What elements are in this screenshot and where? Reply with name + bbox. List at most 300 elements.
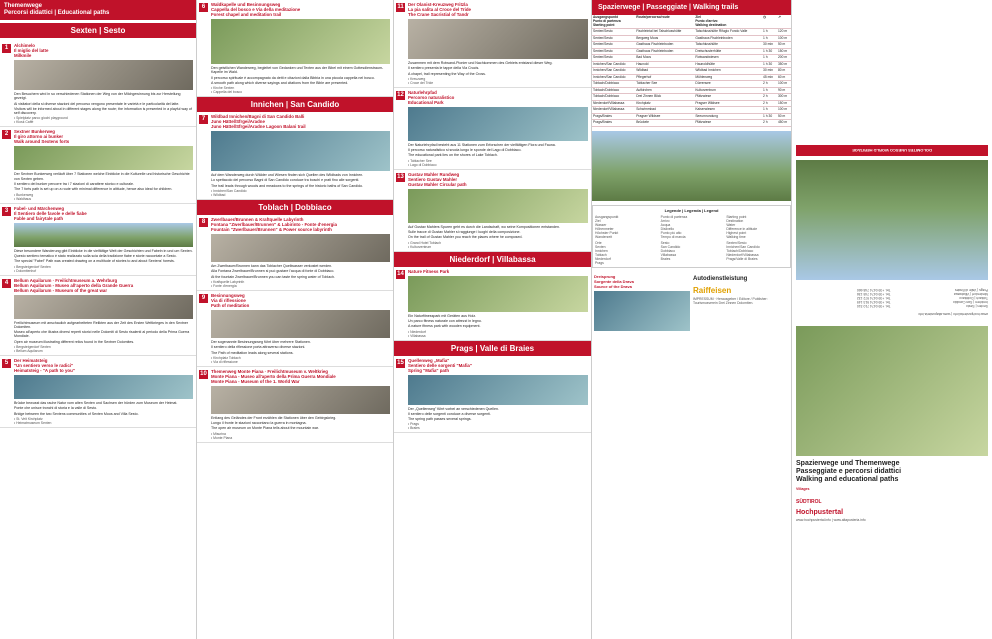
trail-footnote: • St. Veit Kirchplatz: [14, 416, 43, 421]
dolomites-photo: [592, 131, 791, 201]
orte-item: Prags: [595, 260, 604, 265]
cover-top-rotated: [792, 0, 992, 320]
trail-paragraph: Questo sentiero tematico è stato realizzato sulla scia della tradizione fiabe e storie raccontate a Sesto.: [14, 253, 177, 258]
trail-paragraph: Alla Fontana Zwerlbauer/Brunnen si può gustare l'acqua di fonte di Dobbiaco.: [211, 269, 335, 274]
cover-place: Toblach | Dobbiaco: [959, 296, 988, 300]
cover-phone: Tel. +39 0474 710 310: [856, 304, 891, 308]
panel-innichen-toblach: [197, 0, 394, 639]
table-cell: Gasthaus Fischleinboden: [694, 35, 762, 42]
trail-paragraph: Zusammen mit dem Rotwand-Pionier und Nachkommen des Gebiets entstand dieser Weg.: [408, 61, 553, 65]
panel2-trails-top: [197, 0, 393, 97]
trail-footnote: • Kulturzentrum: [408, 244, 432, 249]
trail-title: Fabel- und Märchenweg Il Sentiero delle favole e delle fiabe Fable and fairytale path: [14, 205, 87, 221]
orte-item: Sexten: [595, 244, 606, 249]
table-cell: 2 h: [762, 120, 777, 127]
trail-photo: [14, 146, 193, 170]
trail-paragraph: Entlang des Geländes der Front erzählen die Stationen über den Gebirgskrieg.: [211, 415, 337, 420]
table-cell: 1 h: [762, 35, 777, 42]
table-cell: 100 m: [777, 107, 791, 114]
panel-sexten: [0, 0, 197, 639]
trail-block: [197, 112, 393, 200]
trail-number: 6: [199, 3, 208, 12]
panel3-trail-gustav: [394, 170, 591, 252]
trail-footnote: • Niederdorf: [408, 329, 426, 334]
trail-paragraph: Ponte che unisce tronchi di storia e la valle di Sesto.: [14, 406, 98, 411]
trail-block: [394, 267, 591, 341]
table-cell: Rotwandwiesen: [694, 55, 762, 62]
section-toblach: Toblach | Dobbiaco: [197, 200, 393, 215]
table-cell: 450 m: [777, 120, 791, 127]
trail-number: 3: [2, 207, 11, 216]
trail-paragraph: The open air museum on Monte Piana tells about the mountain war.: [211, 426, 319, 431]
orte-item: Niederdorf: [595, 256, 611, 261]
table-cell: Sexten/Sesto: [592, 29, 635, 36]
panel1-header-de: Themenwege: [4, 3, 43, 9]
trail-title: Quellenweg „Mafia" Sentiero delle sorgenti "Mafia" Spring "Mafia" path: [408, 357, 472, 373]
table-cell: 1 h 30: [762, 48, 777, 55]
trail-text: [14, 321, 193, 344]
trail-paragraph: Am Zwerlbauer/Brunnen kann das Toblacher Quellwasser verkostet werden.: [211, 264, 333, 269]
table-cell: 45 min: [762, 74, 777, 81]
table-cell: 50 m: [777, 42, 791, 49]
trail-text: [408, 225, 588, 240]
table-cell: Aufkirchen: [635, 87, 694, 94]
legend-paesi: [661, 241, 723, 265]
trail-photo: [408, 189, 588, 223]
panel3-trail-15: [394, 356, 591, 434]
section-prags: Prags | Valle di Braies: [394, 341, 591, 356]
table-cell: 90 m: [777, 87, 791, 94]
table-cell: Bad Moos: [635, 55, 694, 62]
table-cell: Seeumrundung: [694, 113, 762, 120]
table-cell: Wildbad: [635, 68, 694, 75]
panel1-trails: [0, 41, 196, 428]
trail-paragraph: Den geistlichen Wanderweg, begleitet von Gedanken und Texten aus der Bibel mit einem Gottesdienstraum-Kapelle im Wald.: [211, 66, 384, 75]
trail-photo: [14, 223, 193, 247]
trail-text: [211, 173, 390, 188]
trail-text: [408, 61, 588, 76]
table-cell: Prags/Braies: [592, 113, 635, 120]
panel-cover: [792, 0, 992, 639]
trail-paragraph: Bridge between the two Sextens communities of Sexten Moos and Villa Sesto.: [14, 411, 139, 416]
table-cell: 50 m: [777, 113, 791, 120]
table-cell: Wildbad Innichen: [694, 68, 762, 75]
legend-item: Ausgangspunkt: [595, 214, 619, 219]
trail-paragraph: Ai visitatori della si diverse stazioni del percorso vengono presentate le varietà e le particolarità del latte.: [14, 101, 180, 106]
trail-paragraph: Un parco fitness naturale con attrezzi in legno.: [408, 318, 482, 323]
trail-footnote: • Cappella del bosco: [211, 90, 242, 95]
trail-title: Themenweg Monte Piana · Freilichtmuseum v. Weltkrieg Monte Piana - Museo all'aperto della Prima Guerra Mondiale Monte Piana - Museum of the 1. World War: [211, 368, 336, 384]
trail-text: [408, 314, 588, 329]
table-cell: 1 h: [762, 107, 777, 114]
legend-item: Starting point: [726, 214, 747, 219]
table-cell: 350 m: [777, 61, 791, 68]
walking-trails-table: [592, 15, 791, 127]
trail-paragraph: Der sogenannte Besinnungsweg führt über mehrere Stationen.: [211, 339, 311, 344]
legend-item: Walking time: [726, 234, 746, 239]
panel-walking-trails: [592, 0, 792, 639]
table-cell: Drei Zinnen Blick: [635, 94, 694, 101]
trail-number: 9: [199, 294, 208, 303]
trail-photo: [211, 131, 390, 171]
legend-item: Punto più alto: [660, 230, 682, 235]
trail-paragraph: At the fountain Zwerlbauer/Brunnen you can taste the spring water of Toblach.: [211, 274, 335, 279]
trail-block: [0, 276, 196, 356]
panel3-trails-top: [394, 0, 591, 88]
trail-number: 10: [200, 370, 207, 377]
legend-item: Wanderzeit: [595, 234, 613, 239]
cover-phones: [796, 288, 891, 308]
table-cell: 150 m: [777, 100, 791, 107]
table-cell: Sexten/Sesto: [592, 55, 635, 62]
trail-paragraph: Museo all'aperto che illustra diversi reperti storici nelle Dolomiti di Sesto risalenti al periodo della Prima Guerra Mondiale.: [14, 330, 190, 339]
trail-footnote: • Bergsteigerdorf Sexten: [14, 264, 51, 269]
table-cell: Sexten/Sesto: [592, 35, 635, 42]
orte-title: Orte: [595, 240, 602, 245]
orte-item: Innichen: [595, 248, 608, 253]
sponsor-raiffeisen: Raiffeisen: [693, 285, 732, 295]
trail-text: [211, 66, 390, 85]
cover-web-top: www.hochpustertal.info | www.altapusteria.info: [918, 312, 988, 316]
trail-footnote: • Croce del Tride: [408, 80, 434, 85]
trail-footnote: • Braies: [408, 426, 420, 431]
trail-paragraph: A smooth path along which diverse sayings and citations from the Bible are presented.: [211, 80, 349, 85]
table-cell: Niederdorf/Villabassa: [592, 107, 635, 114]
cover-place: Niederdorf | Villabassa: [954, 292, 988, 296]
trail-text: [14, 92, 193, 115]
trail-number: 2: [2, 130, 11, 139]
cover-hikers-photo: [796, 326, 988, 456]
trail-text: [14, 401, 193, 416]
panel3-trail-14: [394, 267, 591, 341]
legend-villages: [726, 241, 788, 265]
trail-paragraph: The spring path passes several springs.: [408, 417, 472, 422]
trail-photo: [408, 107, 588, 141]
trail-paragraph: Lo spettacolo del percorso Bagni di San Candido conduce tra boschi e prati fino alle sorgenti.: [211, 178, 360, 183]
sponsor-autodienst: Autodienstleistung: [693, 275, 748, 282]
trail-paragraph: Il sentiero dei bunker percorre tra i 7 stazioni di carattere storico e culturale.: [14, 182, 135, 187]
cover-phone: Tel. +39 0474 748 660: [856, 288, 891, 292]
cover-phone: Tel. +39 0474 913 149: [856, 300, 891, 304]
table-cell: Schwimmbad: [635, 107, 694, 114]
trail-number: 5: [2, 359, 11, 368]
trail-paragraph: Lungo il fronte le stazioni raccontano la guerra in montagna.: [211, 421, 307, 426]
panel-toblach-niederdorf-prags: [394, 0, 592, 639]
trail-footnote: • Wildbad: [211, 193, 226, 198]
legend-item: Ziel: [595, 218, 601, 223]
trail-paragraph: Freilichtmuseum mit anschaulich aufgearbeiteten Relikten aus der Zeit des Ersten Weltkrieges in den Sextner Dolomiten.: [14, 320, 189, 329]
trail-photo: [211, 310, 390, 338]
table-cell: 300 m: [777, 94, 791, 101]
col-start: Ausgangspunkt Punto di partenza Starting point: [592, 15, 635, 29]
panel2-trails-bottom: [197, 215, 393, 443]
trail-photo: [211, 234, 390, 262]
trail-photo: [14, 375, 193, 399]
table-cell: Innichen/San Candido: [592, 68, 635, 75]
trail-footnote: • Misurina: [211, 431, 226, 436]
table-cell: Toblacher See: [635, 81, 694, 88]
trail-text: [211, 340, 390, 355]
legend-it: [661, 215, 723, 239]
trail-number: 14: [397, 270, 404, 277]
trail-paragraph: Auf Gustav Mahlers Spuren geht es durch die Landschaft, wo seine Kompositionen entstanden.: [408, 224, 561, 229]
trail-block: [0, 127, 196, 203]
trail-text: [211, 264, 390, 279]
cover-phone: Tel. +39 0474 745 136: [856, 292, 891, 296]
trail-paragraph: The educational park lies on the shores of Lake Toblach.: [408, 153, 498, 158]
trail-block: [394, 88, 591, 170]
trail-block: [394, 356, 591, 434]
village-item: Toblach/Dobbiaco: [726, 248, 754, 253]
table-cell: 100 m: [777, 81, 791, 88]
cover-bottom: [792, 320, 992, 526]
trail-paragraph: The 7 forts path is set up on a route with minimal difference in altitude, hence also ideal for children.: [14, 187, 173, 192]
sudtirol-logo: SÜDTIROL: [796, 499, 822, 505]
table-cell: Innichen/San Candido: [592, 74, 635, 81]
table-cell: Brückele: [635, 120, 694, 127]
trail-footnote: • Spielplatz parco giochi playground: [14, 116, 68, 121]
legend-item: Höchster Punkt: [595, 230, 619, 235]
trail-footnote: • Dolomitenhof: [14, 268, 37, 273]
unesco-band: DOLOMITES UNESCO WORLD HERITAGE: [796, 145, 988, 156]
legend-item: Punto di partenza: [660, 214, 688, 219]
table-cell: Dürrensee: [694, 81, 762, 88]
trail-footnote: • Monte Piana: [211, 435, 233, 440]
table-cell: 2 h: [762, 94, 777, 101]
table-cell: Haunold: [635, 61, 694, 68]
table-cell: Toblach/Dobbiaco: [592, 94, 635, 101]
trail-paragraph: Il percorso spirituale è accompagnato da detti e citazioni dalla Bibbia in una piccola cappella nel bosco.: [211, 75, 375, 80]
trail-photo: [14, 295, 193, 319]
table-cell: 2 h: [762, 100, 777, 107]
trail-block: [394, 170, 591, 252]
trail-number: 7: [199, 115, 208, 124]
table-cell: Plätzwiese: [694, 120, 762, 127]
trail-number: 1: [2, 44, 11, 53]
legend-item: Water: [726, 222, 736, 227]
trail-footnote: • Via di riflessione: [211, 359, 238, 364]
col-dest: Ziel Punto d'arrivo Walking destination: [694, 15, 762, 29]
trail-title: Der Olanist-Kreuzweg Fritzla La pia salita al Croce del Tride The Crane Sacristial of Tandr: [408, 2, 471, 17]
trail-paragraph: The Path of meditation leads along several stations.: [211, 350, 294, 355]
trail-footnote: • Bellum Aquilarum: [14, 349, 43, 354]
trail-footnote: • Prags: [408, 422, 419, 427]
trail-block: [197, 367, 393, 443]
trail-footnote: • Toblacher See: [408, 158, 432, 163]
table-cell: Kulturzentrum: [694, 87, 762, 94]
trail-text: [14, 172, 193, 191]
section-niederdorf: Niederdorf | Villabassa: [394, 252, 591, 267]
table-cell: Pragser Wildsee: [635, 113, 694, 120]
legend-title: Legende | Legenda | Legend: [664, 207, 719, 213]
trail-title: Wildbad Innichen/Bagni di San Candido Balli Juno Hättel/Sfrgei/Aradne Juno Hättel/Sfrgei/Aradne Lagoon Balani trail: [211, 114, 306, 130]
orte-item: Toblach: [595, 252, 607, 257]
village-item: Sexten/Sesto: [726, 240, 747, 245]
table-cell: 30 min: [762, 42, 777, 49]
village-item: Prags/Valle di Braies: [726, 256, 758, 261]
trail-photo: [408, 19, 588, 59]
legend-item: Highest point: [726, 230, 747, 235]
drava-spring-title: Dreisprung Sorgente della Drava Source of the Drava: [594, 273, 634, 289]
trail-footnote: • Grand Hotel Toblach: [408, 240, 441, 245]
cover-place: Prags | Valle di Braies: [954, 288, 988, 292]
trail-photo: [14, 60, 193, 90]
table-cell: 120 m: [777, 29, 791, 36]
trail-footnote: • Kreuzweg: [408, 76, 426, 81]
trail-title: Nature Fitness Park: [408, 268, 450, 274]
walking-trails-title: Spazierwege | Passeggiate | Walking trails: [592, 0, 791, 15]
trail-block: [0, 356, 196, 428]
trail-paragraph: A chapel, trail representing the Way of the Cross.: [408, 71, 486, 76]
table-cell: Sexten/Sesto: [592, 48, 635, 55]
trail-block: [197, 0, 393, 97]
trail-footnote: • Fonte d'energia: [211, 283, 237, 288]
table-cell: Talschlusshütte Rifugio Fondo Valle: [694, 29, 762, 36]
table-cell: Gasthaus Fischleinboden: [635, 42, 694, 49]
section-sexten: Sexten | Sesto: [0, 23, 196, 38]
table-cell: Mühlenweg: [694, 74, 762, 81]
trail-title: Alchimelo Il miglio del latte Milkmile: [14, 43, 49, 58]
cover-title: Spazierwege und Themenwege Passeggiate e percorsi didattici Walking and educational paths: [796, 460, 902, 483]
trail-paragraph: Der „Quellenweg" führt vorbei an verschiedenen Quellen.: [408, 406, 499, 411]
trail-paragraph: On the trail of Gustav Mahler you reach the places where he composed.: [408, 235, 523, 240]
legend-en: [726, 215, 788, 239]
paesi-item: Braies: [660, 256, 671, 261]
trail-paragraph: Brücke bewusst das rauhe Natur vom alten Sexten und Sachsen der hürden zum Museum der Heimat.: [14, 401, 178, 406]
trail-footnote: • Kiosk Caffè: [14, 120, 34, 125]
trail-block: [197, 215, 393, 291]
col-time-icon: ◷: [762, 15, 777, 29]
trail-number: 11: [397, 4, 404, 10]
table-cell: Gasthaus Fischleinboden: [635, 48, 694, 55]
table-cell: Kaiserwiesen: [694, 107, 762, 114]
cover-places: [894, 288, 989, 308]
trail-title: Gustav Mahler Rundweg Sentiero Gustav Mahler Gustav Mahler Circular path: [408, 171, 467, 187]
cover-phone: Tel. +39 0474 972 132: [856, 296, 891, 300]
table-cell: Sexten/Sesto: [592, 42, 635, 49]
villages-title: Villages: [796, 487, 810, 491]
table-cell: Toblach/Dobbiaco: [592, 87, 635, 94]
trail-footnote: • Heimatmuseum Sexten: [14, 420, 52, 425]
trail-block: [0, 204, 196, 276]
table-cell: Pragser Wildsee: [694, 100, 762, 107]
table-header-row: [592, 15, 791, 29]
table-cell: Talschlusshütte: [694, 42, 762, 49]
table-cell: Prags/Braies: [592, 120, 635, 127]
trail-paragraph: The trail leads through woods and meadows to the springs of the historic baths of San Candido.: [211, 183, 364, 188]
trail-text: [408, 143, 588, 158]
trail-paragraph: Il sentiero presenta le tappe della Via Crucis.: [408, 66, 480, 71]
cover-web-bottom: www.hochpustertal.info | www.altapusteria.info: [796, 518, 866, 522]
paesi-item: Sesto: [660, 240, 670, 245]
table-cell: Bergweg Moos: [635, 35, 694, 42]
trail-footnote: • Bergsteigerdorf Sexten: [14, 345, 51, 350]
legend-item: Wasser: [595, 222, 607, 227]
table-cell: 2 h: [762, 81, 777, 88]
legend-item: Tempo di marcia: [660, 234, 686, 239]
trail-paragraph: Den Besuchern wird in so verschiedenen Stationen der Weg von der Milchgewinnung bis zur Herstellung gezeigt.: [14, 92, 181, 101]
panel1-header: [0, 0, 196, 20]
panel2-trails-mid: [197, 112, 393, 200]
trail-number: 15: [397, 359, 404, 366]
paesi-item: Villabassa: [660, 252, 677, 257]
table-cell: Pflegerhof: [635, 74, 694, 81]
table-cell: 150 m: [777, 48, 791, 55]
panel1-header-it: Percorsi didattici | Educational paths: [4, 10, 110, 16]
legend-item: Acqua: [660, 222, 671, 227]
trail-paragraph: Open air museum illustrating different relics found in the Sextner Dolomites.: [14, 339, 135, 344]
trail-paragraph: A nature fitness park with wooden equipment.: [408, 324, 481, 329]
trail-paragraph: Il sentiero delle sorgenti conduce a diverse sorgenti.: [408, 411, 491, 416]
table-cell: 1 h 30: [762, 61, 777, 68]
table-cell: 200 m: [777, 55, 791, 62]
trail-block: [394, 0, 591, 88]
trail-photo: [408, 375, 588, 405]
trail-photo: [211, 386, 390, 414]
trail-paragraph: Der Sextner Bunkerweg verläuft über 7 Stationen welche Einblicke in die Kulturelle und historische Geschichte von Sexten geben.: [14, 172, 190, 181]
trail-number: 13: [397, 173, 404, 180]
col-route: Route/percorso/route: [635, 15, 694, 29]
table-cell: 30 min: [762, 68, 777, 75]
trail-number: 8: [199, 218, 208, 227]
hochpustertal-brand: Hochpustertal: [796, 509, 844, 516]
trail-block: [197, 291, 393, 367]
trail-text: [14, 249, 193, 264]
trail-title: Besinnungsweg Via di riflessione Path of meditation: [211, 292, 250, 308]
trail-title: Bellum Aquilarum · Freilichtmuseum a. Wehrburg Bellum Aquilarum - Museo all'aperto della Grande Guerra Bellum Aquilarum - Museum of the great war: [14, 277, 134, 293]
table-cell: 1 h 30: [762, 113, 777, 120]
trail-paragraph: Ein Naturfitnesspark mit Geräten aus Holz.: [408, 313, 477, 318]
trail-paragraph: Il sentiero della riflessione porta attraverso diverse stazioni.: [211, 345, 306, 350]
trail-title: Waldkapelle und Besinnungsweg Cappella del bosco e Via della meditazione Forest chapel and meditation trail: [211, 2, 301, 17]
trail-text: [211, 416, 390, 431]
trail-title: Zwerlbauer/Brunnen & Kraftquelle Labyrinth Fontana "Zwerlbauer/Brunnen" & Labirinto - Fonte d'energia Fountain "Zwerlbauer/Brunnen" & Power source labyrinth: [211, 217, 337, 233]
cover-place: Innichen | San Candido: [952, 300, 988, 304]
legend-item: Dislivello: [660, 226, 675, 231]
legend-item: Arrivo: [660, 218, 670, 223]
legend-item: Destination: [726, 218, 744, 223]
trail-number: 4: [2, 279, 11, 288]
trail-footnote: • Lago di Dobbiaco: [408, 162, 437, 167]
trail-paragraph: Sulle tracce di Gustav Mahler si raggiunge i luoghi della composizione.: [408, 230, 521, 235]
table-cell: Haunoldhütte: [694, 61, 762, 68]
table-cell: Fischleintal bei Talschlusshütte: [635, 29, 694, 36]
table-cell: Niederdorf/Villabassa: [592, 100, 635, 107]
legend-orte: [595, 241, 657, 265]
village-item: Innichen/San Candido: [726, 244, 760, 249]
trail-paragraph: Visitors will be informed about in different stages along the route; the information is presented in a playful way of self discovery.: [14, 106, 192, 116]
table-cell: 60 m: [777, 74, 791, 81]
table-cell: 1 h: [762, 55, 777, 62]
table-cell: Kirchplatz: [635, 100, 694, 107]
drava-photo: [594, 291, 690, 331]
trail-paragraph: Auf dem Wanderweg durch Wälder und Wiesen finden sich Quellen des Wildbads von Innichen.: [211, 173, 364, 178]
table-row: [592, 120, 791, 127]
trail-paragraph: Diese besondere Wanderung gibt Einblicke in die vielfältige Welt der Geschichten und Fabeln in und um Sexten.: [14, 248, 193, 253]
trail-paragraph: Il percorso naturalistico si snoda lungo le sponde del Lago di Dobbiaco.: [408, 148, 522, 153]
table-cell: Dreischusterhütte: [694, 48, 762, 55]
trail-paragraph: The special "Fabel" Path was created drawing on a multitude of stories to and about Sextens' forests.: [14, 259, 175, 264]
table-cell: Toblach/Dobbiaco: [592, 81, 635, 88]
trail-title: Naturlehrpfad Percorso naturalistico Educational Park: [408, 89, 455, 105]
legend-item: Höhenmeter: [595, 226, 614, 231]
paesi-item: Dobbiaco: [660, 248, 675, 253]
paesi-item: San Candido: [660, 244, 681, 249]
trail-title: Der Heimatsteig "Un sentiero verso le radici" Heimatsteig - "A path to you": [14, 358, 75, 374]
trail-footnote: • Kirche Sexten: [211, 86, 235, 91]
trail-footnote: • Villabassa: [408, 333, 426, 338]
cover-place: Sexten | Sesto: [966, 304, 988, 308]
